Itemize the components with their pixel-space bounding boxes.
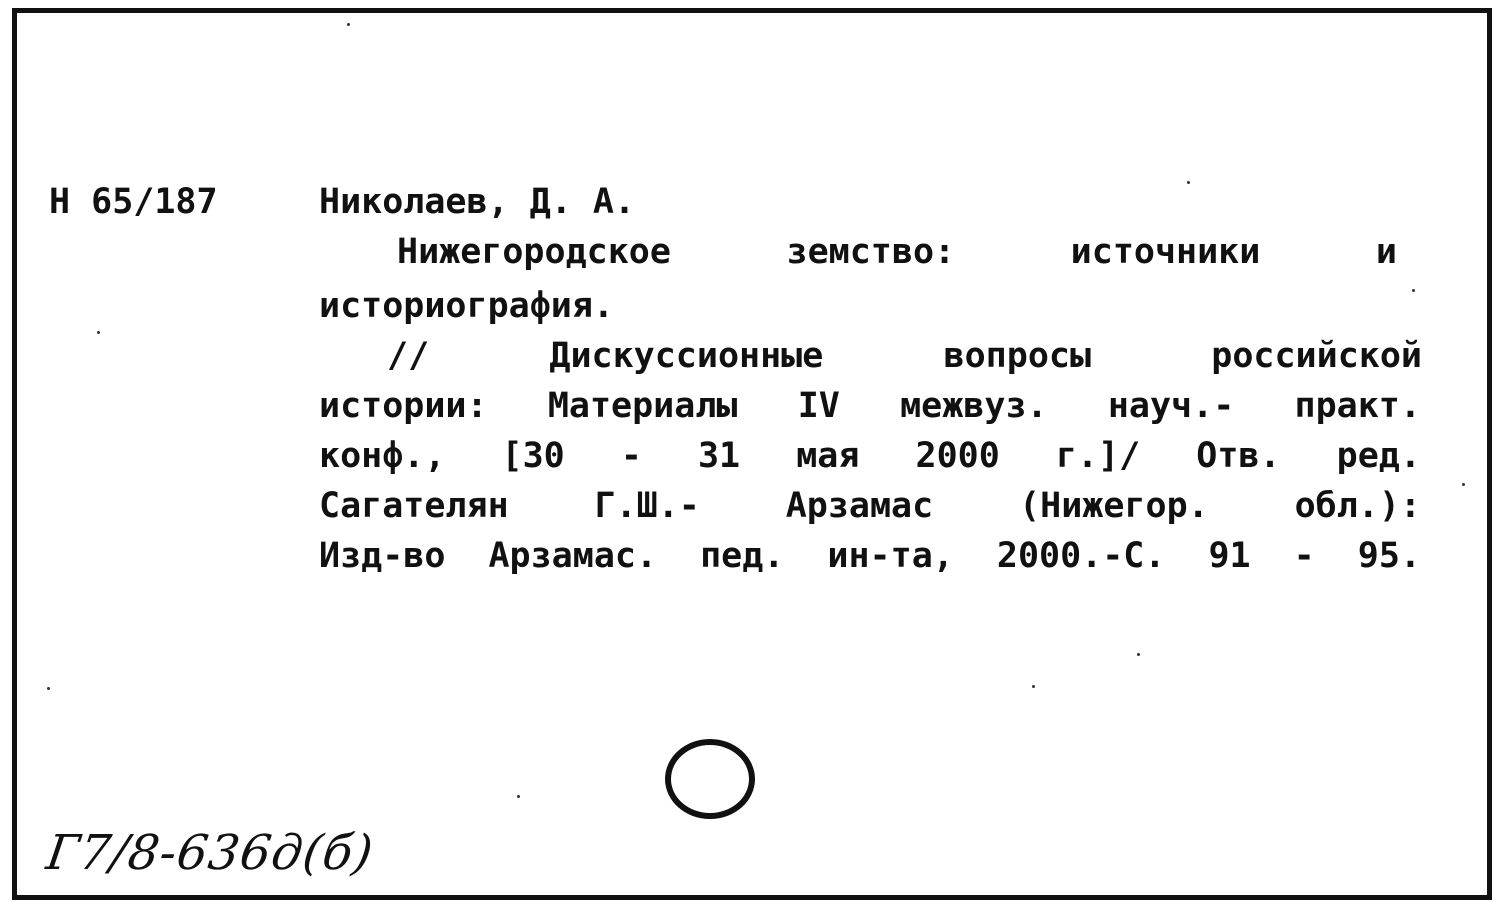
scan-speck [1462, 483, 1465, 486]
source-line-2: истории: Материалы IV межвуз. науч.- практ. [319, 386, 1421, 426]
scan-speck [1137, 653, 1140, 656]
title-line-1: Нижегородское земство: источники и [397, 232, 1397, 272]
scan-speck [1032, 685, 1035, 688]
scan-speck [1412, 289, 1415, 292]
source-line-1: // Дискуссионные вопросы российской [387, 336, 1422, 376]
author: Николаев, Д. А. [319, 182, 636, 222]
title-line-2: историография. [319, 286, 615, 326]
source-line-3: конф., [30 - 31 мая 2000 г.]/ Отв. ред. [319, 436, 1421, 476]
catalog-card [12, 8, 1492, 900]
punch-hole [665, 739, 755, 819]
handwritten-note: Г7/8-636д(б) [43, 825, 377, 881]
scan-speck [1187, 181, 1190, 184]
source-line-4: Сагателян Г.Ш.- Арзамас (Нижегор. обл.): [319, 486, 1421, 526]
scan-speck [347, 23, 350, 26]
scan-speck [47, 687, 50, 690]
shelfmark: Н 65/187 [49, 182, 218, 222]
scan-speck [97, 331, 100, 334]
scan-speck [517, 795, 520, 798]
source-line-5: Изд-во Арзамас. пед. ин-та, 2000.-С. 91 - 95. [319, 536, 1421, 576]
